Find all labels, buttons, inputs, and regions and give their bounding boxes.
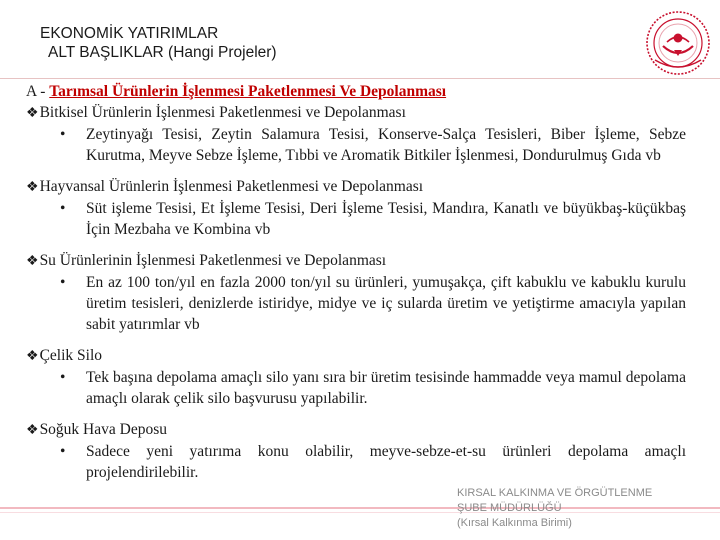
ministry-emblem-icon <box>643 8 713 78</box>
category-detail-text: Süt işleme Tesisi, Et İşleme Tesisi, Deri İşleme Tesisi, Mandıra, Kanatlı ve büyükbaş-küçükbaş İçin Mezbaha ve Kombina vb <box>86 200 686 238</box>
header-subtitle: ALT BAŞLIKLAR (Hangi Projeler) <box>48 44 277 61</box>
category-title: Çelik Silo <box>39 347 103 364</box>
footer-line-2: ŞUBE MÜDÜRLÜĞÜ <box>457 502 562 514</box>
header-divider <box>0 78 720 79</box>
diamond-bullet-icon: ❖ <box>26 180 39 195</box>
category-detail-text: En az 100 ton/yıl en fazla 2000 ton/yıl su ürünleri, yumuşakça, çift kabuklu ve kabuklu kurulu üretim tesisleri, denizlerde istiridye, midye ve iç sularda üretim ve yetiştirme amacıyla yapılan sabit yatırımlar vb <box>86 274 686 333</box>
category-detail <box>26 124 686 166</box>
bullet-icon: • <box>60 369 66 386</box>
bullet-icon: • <box>60 443 66 460</box>
bullet-icon: • <box>60 126 66 143</box>
category-item <box>26 250 686 335</box>
slide-header <box>40 24 277 62</box>
category-detail <box>26 441 686 483</box>
footer-line-3: (Kırsal Kalkınma Birimi) <box>457 517 572 529</box>
bullet-icon: • <box>60 200 66 217</box>
category-detail <box>26 198 686 240</box>
diamond-bullet-icon: ❖ <box>26 106 39 121</box>
category-item <box>26 176 686 240</box>
bullet-icon: • <box>60 274 66 291</box>
category-title: Hayvansal Ürünlerin İşlenmesi Paketlenmesi ve Depolanması <box>39 178 424 195</box>
slide-body <box>26 81 686 483</box>
category-detail-text: Zeytinyağı Tesisi, Zeytin Salamura Tesisi, Konserve-Salça Tesisleri, Biber İşleme, Sebze Kurutma, Meyve Sebze İşleme, Tıbbi ve Aromatik Bitkiler İşlenmesi, Dondurulmuş Gıda vb <box>86 126 686 164</box>
category-detail-text: Tek başına depolama amaçlı silo yanı sıra bir üretim tesisinde hammadde veya mamul depolama amaçlı olarak çelik silo başvurusu yapılabilir. <box>86 369 686 407</box>
category-title: Bitkisel Ürünlerin İşlenmesi Paketlenmesi ve Depolanması <box>39 104 406 121</box>
category-title: Soğuk Hava Deposu <box>39 421 167 438</box>
diamond-bullet-icon: ❖ <box>26 423 39 438</box>
category-detail <box>26 367 686 409</box>
header-title: EKONOMİK YATIRIMLAR <box>40 25 219 42</box>
category-detail <box>26 272 686 335</box>
diamond-bullet-icon: ❖ <box>26 254 39 269</box>
category-item <box>26 345 686 409</box>
footer-line-1: KIRSAL KALKINMA VE ÖRGÜTLENME <box>457 487 653 499</box>
category-detail-text: Sadece yeni yatırıma konu olabilir, meyve-sebze-et-su ürünleri depolama amaçlı projelendirilebilir. <box>86 443 686 481</box>
diamond-bullet-icon: ❖ <box>26 349 39 364</box>
section-heading <box>26 81 686 102</box>
section-title: Tarımsal Ürünlerin İşlenmesi Paketlenmesi Ve Depolanması <box>49 83 447 100</box>
category-item <box>26 419 686 483</box>
category-title: Su Ürünlerinin İşlenmesi Paketlenmesi ve Depolanması <box>39 252 387 269</box>
category-item <box>26 102 686 166</box>
footer-unit-name <box>457 486 652 531</box>
section-prefix: A - <box>26 83 50 100</box>
